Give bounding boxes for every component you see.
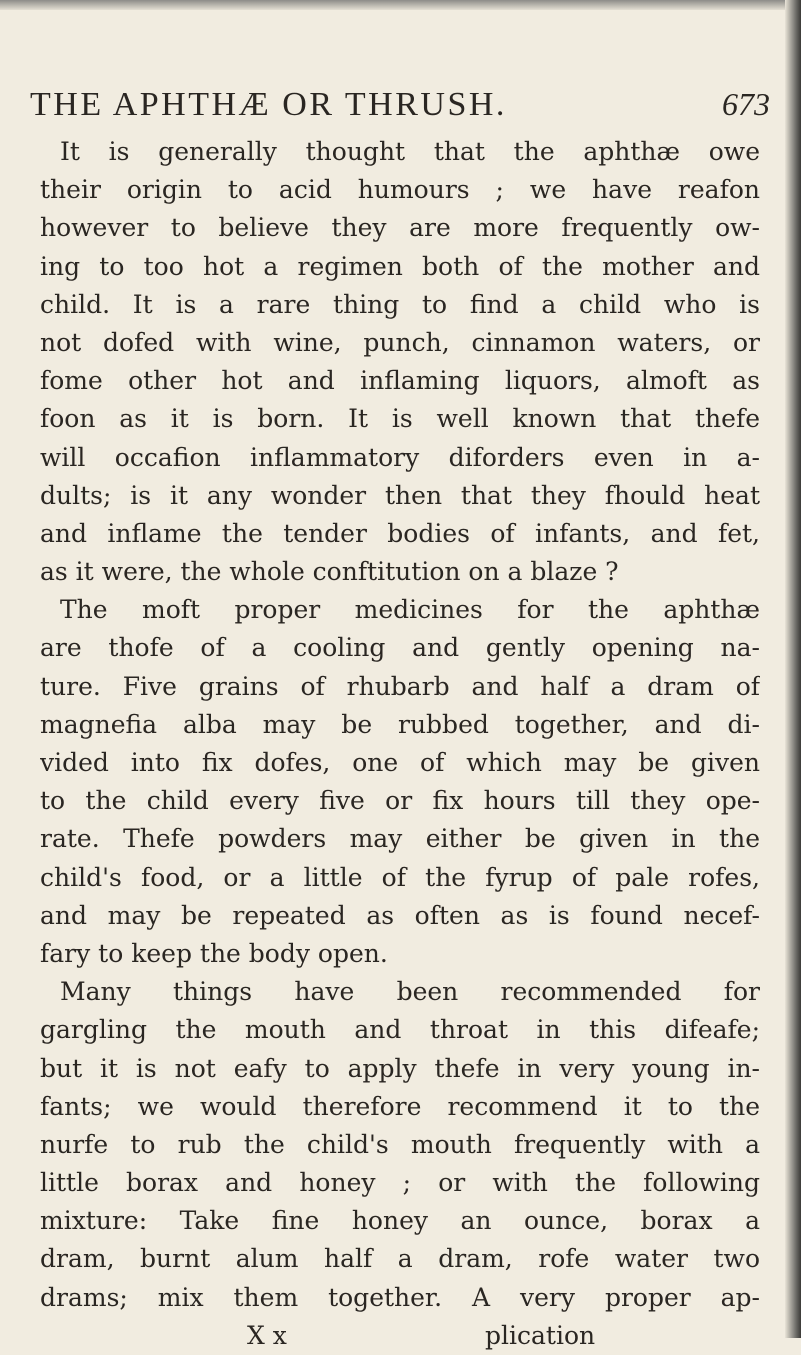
- paragraph-line: but it is not eafy to apply thefe in very young in-: [40, 1053, 760, 1083]
- catchword: plication: [485, 1320, 596, 1350]
- paragraph-line: mixture: Take fine honey an ounce, borax a: [40, 1206, 760, 1236]
- paragraph-line: It is generally thought that the aphthæ owe: [60, 137, 760, 166]
- paragraph-line: The moft proper medicines for the aphthæ: [60, 595, 760, 625]
- footer-line: [40, 1317, 760, 1355]
- paragraph-line: their origin to acid humours ; we have reafon: [40, 175, 760, 205]
- paragraph-line: child. It is a rare thing to find a child who is: [40, 289, 760, 319]
- paragraph-line: to the child every five or fix hours till they ope-: [40, 786, 760, 816]
- signature-mark: X x: [247, 1320, 287, 1350]
- page-top-shadow: [0, 0, 801, 10]
- paragraph-line: nurfe to rub the child's mouth frequently with a: [40, 1129, 760, 1159]
- paragraph-line: and inflame the tender bodies of infants, and fet,: [40, 518, 760, 548]
- paragraph-line: dults; is it any wonder then that they fhould heat: [40, 480, 760, 510]
- page-number: 673: [722, 86, 770, 122]
- page-binding-edge: [785, 0, 801, 1338]
- paragraph-line: as it were, the whole conftitution on a blaze ?: [40, 557, 619, 587]
- paragraph-line: fome other hot and inflaming liquors, almoft as: [40, 366, 760, 396]
- paragraph-line: rate. Thefe powders may either be given in the: [40, 824, 760, 854]
- paragraph-line: magnefia alba may be rubbed together, and di-: [40, 709, 760, 739]
- paragraph-line: and may be repeated as often as is found necef-: [40, 900, 760, 930]
- paragraph-line: ing to too hot a regimen both of the mother and: [40, 251, 760, 281]
- paragraph-line: Many things have been recommended for: [60, 977, 760, 1007]
- paragraph-line: little borax and honey ; or with the following: [40, 1168, 760, 1198]
- paragraph-line: gargling the mouth and throat in this difeafe;: [40, 1015, 760, 1045]
- running-head: [30, 86, 770, 126]
- paragraph-line: not dofed with wine, punch, cinnamon waters, or: [40, 327, 760, 357]
- running-title: THE APHTHÆ OR THRUSH.: [30, 86, 507, 123]
- paragraph-line: child's food, or a little of the fyrup of pale rofes,: [40, 862, 760, 892]
- text-body: [40, 133, 760, 1355]
- paragraph-line: foon as it is born. It is well known that thefe: [40, 404, 760, 434]
- paragraph-line: ture. Five grains of rhubarb and half a dram of: [40, 671, 760, 701]
- paragraph-line: are thofe of a cooling and gently opening na-: [40, 633, 760, 663]
- paragraph-line: vided into fix dofes, one of which may be given: [40, 748, 760, 777]
- paragraph-line: dram, burnt alum half a dram, rofe water two: [40, 1244, 760, 1274]
- paragraph-line: fants; we would therefore recommend it to the: [40, 1091, 760, 1121]
- paragraph-line: drams; mix them together. A very proper ap-: [40, 1282, 760, 1312]
- paragraph-line: however to believe they are more frequently ow-: [40, 213, 760, 243]
- paragraph-line: will occafion inflammatory diforders even in a-: [40, 442, 760, 472]
- paragraph-line: fary to keep the body open.: [40, 938, 388, 968]
